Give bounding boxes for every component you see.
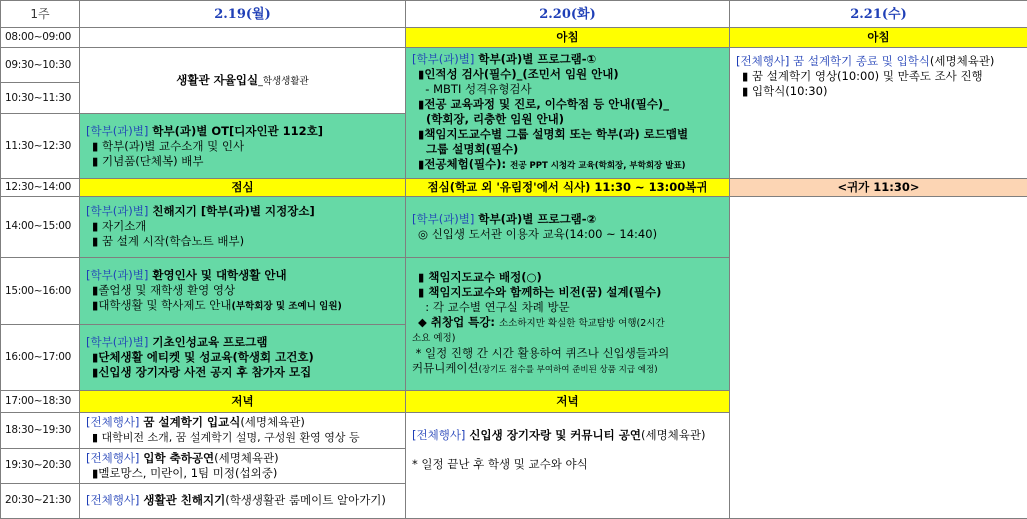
mon-empty-cell: [80, 28, 406, 48]
program-item: 그룹 설명회(필수): [418, 141, 519, 156]
program-item: : 각 교수별 연구실 차례 방문: [418, 300, 570, 315]
time-slot: 18:30~19:30: [1, 412, 80, 448]
time-slot: 14:00~15:00: [1, 196, 80, 257]
program-item: (학회장, 리충한 임원 안내): [418, 111, 564, 126]
program-item: ▮ 학부(과)별 교수소개 및 인사: [92, 138, 245, 153]
program-title: 생활관 친해지기: [139, 493, 226, 508]
time-slot: 09:30~10:30: [1, 48, 80, 83]
program-tag: [전체행사]: [86, 415, 140, 430]
program-item-note: (부학회장 및 조예니 임원): [231, 301, 342, 313]
time-slot: 17:00~18:30: [1, 391, 80, 412]
program-item: * 일정 진행 간 시간 활용하여 퀴즈나 신입생들과의: [412, 346, 670, 361]
program-item: ◆ 취창업 특강:: [418, 315, 499, 330]
program-tag: [전체행사]: [86, 493, 140, 508]
week-header: 1주: [1, 1, 80, 28]
program-title: 꿈 설계학기 입교식: [139, 415, 241, 430]
program-title: 학부(과)별 OT[디자인관 112호]: [148, 123, 324, 138]
program-item: ▮ 대학비전 소개, 꿈 설계학기 설명, 구성원 환영 영상 등: [92, 431, 360, 445]
mon-dinner: 저녁: [80, 391, 406, 412]
wed-return-home: <귀가 11:30>: [730, 178, 1027, 196]
program-item: ▮대학생활 및 학사제도 안내: [92, 298, 232, 313]
program-title: 꿈 설계학기 종료 및 입학식: [789, 54, 930, 69]
mon-dorm-checkin: [80, 48, 406, 114]
program-item: ▮ 책임지도교수와 함께하는 비전(꿈) 설계(필수): [418, 285, 662, 300]
mon-program-welcome: [80, 257, 406, 324]
program-place: (학생생활관 룸메이트 알아가기): [225, 493, 386, 508]
program-tag: [학부(과)별]: [86, 204, 149, 219]
program-place: (세명체육관): [640, 428, 706, 443]
program-item: ▮ 꿈 설계학기 영상(10:00) 및 만족도 조사 진행: [742, 69, 983, 84]
program-item: ▮책임지도교수별 그룹 설명회 또는 학부(과) 로드맵별: [418, 126, 689, 141]
program-item-note: (장기도 점수를 부여하여 준비된 상품 지급 예정): [478, 365, 658, 376]
program-item: 소요 예정): [412, 333, 456, 345]
wed-empty-cell: [730, 196, 1027, 518]
tue-program-2: [406, 196, 730, 257]
program-tag: [학부(과)별]: [86, 123, 149, 138]
mon-evening-concert: [80, 448, 406, 483]
program-title: 학부(과)별 프로그램-②: [474, 211, 597, 226]
time-slot: 10:30~11:30: [1, 83, 80, 114]
day-header-tue: 2.20(화): [406, 1, 730, 28]
program-item: ▮ 자기소개: [92, 219, 147, 234]
program-title: 학부(과)별 프로그램-①: [474, 51, 597, 66]
program-tag: [학부(과)별]: [86, 335, 149, 350]
program-place: (세명체육관): [240, 415, 305, 430]
program-item: ▮ 책임지도교수 배정(○): [418, 270, 542, 285]
day-header-mon: 2.19(월): [80, 1, 406, 28]
time-slot: 11:30~12:30: [1, 114, 80, 178]
program-item: - MBTI 성격유형검사: [418, 81, 532, 96]
program-item: ▮ 꿈 설계 시작(학습노트 배부): [92, 234, 245, 249]
program-item: ▮멜로망스, 미란이, 1팀 미정(섭외중): [92, 465, 278, 480]
program-item: ▮인적성 검사(필수)_(조민서 임원 안내): [418, 66, 619, 81]
program-tag: [전체행사]: [412, 428, 466, 443]
time-slot: 16:00~17:00: [1, 325, 80, 391]
mon-evening-dorm: [80, 483, 406, 518]
time-slot: 15:00~16:00: [1, 257, 80, 324]
program-place: (세명체육관): [214, 450, 279, 465]
program-tag: [학부(과)별]: [86, 268, 149, 283]
program-title: 입학 축하공연: [139, 450, 215, 465]
program-item: 커뮤니케이션: [412, 361, 479, 376]
program-item-note: 전공 PPT 시청각 교육(학회장, 부학회장 발표): [510, 160, 686, 171]
mon-program-icebreak: [80, 196, 406, 257]
program-item-note: 소소하지만 확실한 학교탐방 여행(2시간: [499, 318, 665, 330]
mon-dorm-title: 생활관 자율입실: [176, 72, 259, 87]
program-title: 환영인사 및 대학생활 안내: [148, 268, 287, 283]
program-item: * 일정 끝난 후 학생 및 교수와 야식: [412, 457, 588, 472]
time-slot: 19:30~20:30: [1, 448, 80, 483]
program-item: ▮신입생 장기자랑 사전 공지 후 참가자 모집: [92, 365, 312, 380]
tue-lunch: 점심(학교 외 '유림정'에서 식사) 11:30 ~ 13:00복귀: [406, 178, 730, 196]
mon-evening-opening: [80, 412, 406, 448]
wed-breakfast: 아침: [730, 28, 1027, 48]
program-item: ▮전공 교육과정 및 진로, 이수학점 등 안내(필수)_: [418, 96, 669, 111]
program-item: ▮ 입학식(10:30): [742, 84, 828, 99]
program-title: 기초인성교육 프로그램: [148, 335, 268, 350]
tue-evening-talent-show: [406, 412, 730, 519]
program-tag: [전체행사]: [86, 450, 140, 465]
program-tag: [전체행사]: [736, 54, 790, 69]
program-title: 신입생 장기자랑 및 커뮤니티 공연: [465, 428, 641, 443]
day-header-wed: 2.21(수): [730, 1, 1027, 28]
mon-program-ethics: [80, 325, 406, 391]
tue-program-1: [406, 48, 730, 178]
program-title: 친해지기 [학부(과)별 지정장소]: [148, 204, 315, 219]
program-tag: [학부(과)별]: [412, 51, 475, 66]
program-item: ▮단체생활 에티켓 및 성교육(학생회 고건호): [92, 350, 314, 365]
program-item: ▮ 기념품(단체복) 배부: [92, 153, 204, 168]
time-slot: 12:30~14:00: [1, 178, 80, 196]
program-place: (세명체육관): [929, 54, 995, 69]
time-slot: 20:30~21:30: [1, 483, 80, 518]
program-item: ▮졸업생 및 재학생 환영 영상: [92, 283, 236, 298]
mon-program-ot: [80, 114, 406, 178]
mon-dorm-note: _학생생활관: [258, 75, 309, 87]
wed-closing-ceremony: [730, 48, 1027, 178]
program-item: ◎ 신입생 도서관 이용자 교육(14:00 ~ 14:40): [418, 226, 658, 241]
program-item: ▮전공체험(필수):: [418, 156, 511, 171]
program-tag: [학부(과)별]: [412, 211, 475, 226]
time-slot: 08:00~09:00: [1, 28, 80, 48]
tue-dinner: 저녁: [406, 391, 730, 412]
mon-lunch: 점심: [80, 178, 406, 196]
tue-program-3: [406, 257, 730, 391]
tue-breakfast: 아침: [406, 28, 730, 48]
